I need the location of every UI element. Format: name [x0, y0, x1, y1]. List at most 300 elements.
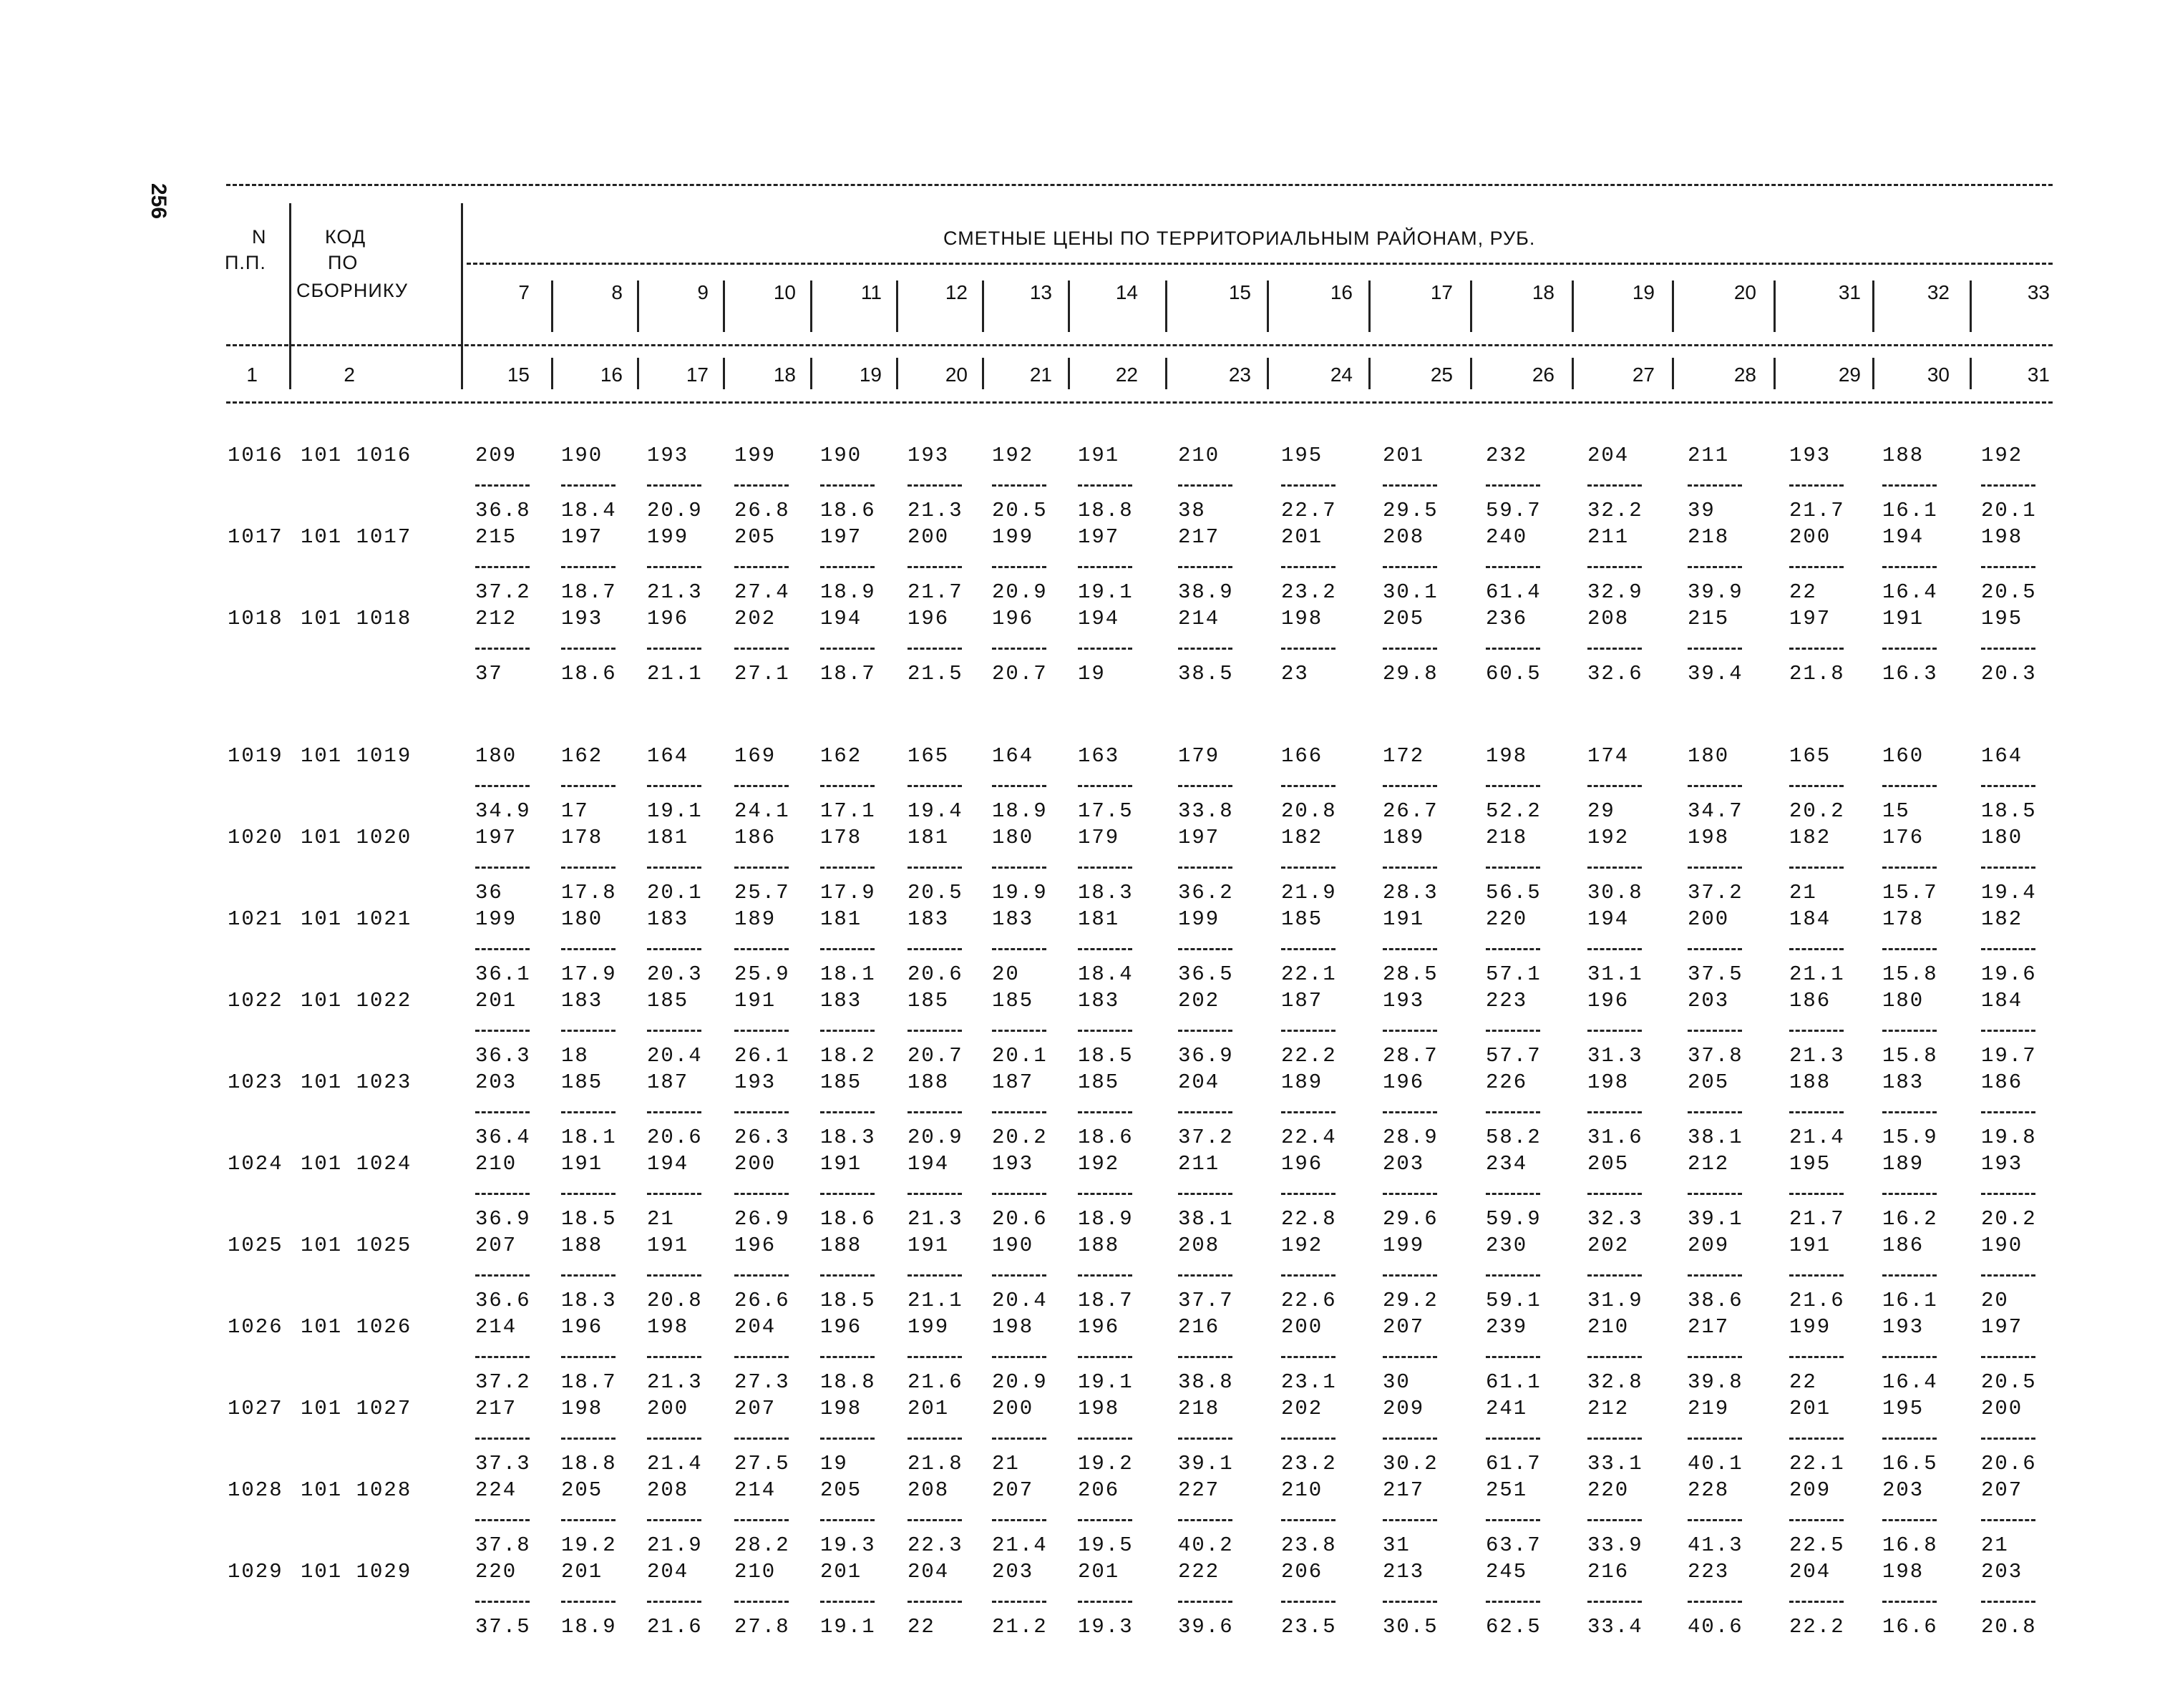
fraction-line — [992, 484, 1046, 487]
fraction-line — [1981, 1601, 2035, 1603]
labor-value: 16.2 — [1882, 1207, 1938, 1231]
labor-value: 23.1 — [1281, 1370, 1337, 1394]
fraction-line — [475, 648, 530, 650]
fraction-line — [1688, 1274, 1742, 1277]
row-number: 1018 — [228, 607, 283, 630]
labor-value: 29.8 — [1383, 662, 1439, 685]
price-value: 200 — [1688, 907, 1730, 931]
labor-value: 57.1 — [1486, 962, 1542, 986]
fraction-line — [908, 1030, 962, 1032]
header-mid-rule — [467, 263, 2053, 265]
price-value: 216 — [1587, 1560, 1630, 1583]
price-value: 207 — [1981, 1478, 2023, 1502]
price-value: 181 — [908, 826, 950, 849]
fraction-line — [820, 1111, 875, 1113]
labor-value: 21.7 — [908, 580, 963, 604]
price-value: 184 — [1789, 907, 1831, 931]
price-value: 176 — [1882, 826, 1925, 849]
labor-value: 26.1 — [734, 1044, 790, 1068]
labor-value: 20.3 — [647, 962, 703, 986]
labor-value: 37.2 — [1178, 1126, 1234, 1149]
fraction-line — [992, 1274, 1046, 1277]
fraction-line — [1178, 1601, 1232, 1603]
fraction-line — [1383, 1193, 1437, 1195]
fraction-line — [1281, 1193, 1335, 1195]
fraction-line — [1882, 648, 1937, 650]
fraction-line — [1281, 1274, 1335, 1277]
price-value: 180 — [1882, 989, 1925, 1012]
labor-value: 32.3 — [1587, 1207, 1643, 1231]
price-value: 198 — [1882, 1560, 1925, 1583]
fraction-line — [561, 1274, 616, 1277]
fraction-line — [1981, 648, 2035, 650]
price-value: 191 — [1789, 1234, 1831, 1257]
price-value: 199 — [908, 1315, 950, 1339]
price-value: 214 — [734, 1478, 777, 1502]
index-number: 26 — [1532, 363, 1554, 386]
labor-value: 20.6 — [647, 1126, 703, 1149]
labor-value: 33.9 — [1587, 1533, 1643, 1557]
divider-col1 — [289, 203, 291, 389]
fraction-line — [1486, 1356, 1540, 1358]
fraction-line — [1078, 1438, 1132, 1440]
fraction-line — [1882, 1601, 1937, 1603]
price-value: 191 — [1078, 444, 1120, 467]
divider-district-11 — [1470, 280, 1472, 332]
fraction-line — [1383, 1519, 1437, 1521]
price-value: 201 — [1078, 1560, 1120, 1583]
labor-value: 37.5 — [475, 1615, 531, 1639]
row-code: 101 1025 — [301, 1234, 412, 1257]
divider-district-5 — [896, 280, 898, 332]
price-value: 192 — [1281, 1234, 1323, 1257]
labor-value: 23 — [1281, 662, 1309, 685]
labor-value: 16.1 — [1882, 499, 1938, 522]
fraction-line — [1688, 1601, 1742, 1603]
labor-value: 32.6 — [1587, 662, 1643, 685]
row-code: 101 1024 — [301, 1152, 412, 1176]
labor-value: 39.9 — [1688, 580, 1743, 604]
labor-value: 22.8 — [1281, 1207, 1337, 1231]
price-value: 193 — [908, 444, 950, 467]
price-value: 208 — [1587, 607, 1630, 630]
fraction-line — [908, 867, 962, 869]
price-value: 198 — [992, 1315, 1034, 1339]
price-value: 164 — [1981, 744, 2023, 768]
labor-value: 21.7 — [1789, 1207, 1845, 1231]
labor-value: 19.6 — [1981, 962, 2037, 986]
price-value: 196 — [1383, 1070, 1425, 1094]
price-value: 212 — [475, 607, 517, 630]
fraction-line — [1281, 484, 1335, 487]
labor-value: 19.2 — [1078, 1452, 1134, 1475]
divider-district-8 — [1165, 280, 1167, 332]
labor-value: 22 — [1789, 580, 1817, 604]
fraction-line — [1789, 1519, 1844, 1521]
col-n-label-2: П.П. — [225, 252, 266, 273]
labor-value: 15.7 — [1882, 881, 1938, 904]
labor-value: 19 — [1078, 662, 1106, 685]
price-value: 181 — [820, 907, 862, 931]
fraction-line — [1383, 1111, 1437, 1113]
fraction-line — [908, 1356, 962, 1358]
labor-value: 21.2 — [992, 1615, 1048, 1639]
labor-value: 37.8 — [1688, 1044, 1743, 1068]
price-value: 162 — [820, 744, 862, 768]
fraction-line — [992, 1519, 1046, 1521]
district-number: 32 — [1927, 281, 1950, 303]
price-value: 203 — [1383, 1152, 1425, 1176]
price-value: 191 — [908, 1234, 950, 1257]
labor-value: 20.8 — [1981, 1615, 2037, 1639]
fraction-line — [1789, 867, 1844, 869]
fraction-line — [647, 484, 701, 487]
district-number: 20 — [1733, 281, 1756, 303]
price-value: 205 — [561, 1478, 603, 1502]
labor-value: 29.6 — [1383, 1207, 1439, 1231]
row-code: 101 1017 — [301, 525, 412, 549]
labor-value: 20.2 — [992, 1126, 1048, 1149]
labor-value: 39.1 — [1178, 1452, 1234, 1475]
fraction-line — [647, 648, 701, 650]
labor-value: 18 — [561, 1044, 589, 1068]
price-value: 245 — [1486, 1560, 1528, 1583]
fraction-line — [992, 948, 1046, 950]
row-code: 101 1019 — [301, 744, 412, 768]
labor-value: 19.3 — [1078, 1615, 1134, 1639]
fraction-line — [1882, 785, 1937, 787]
fraction-line — [1789, 1111, 1844, 1113]
price-value: 251 — [1486, 1478, 1528, 1502]
fraction-line — [820, 867, 875, 869]
labor-value: 23.5 — [1281, 1615, 1337, 1639]
fraction-line — [992, 648, 1046, 650]
price-value: 240 — [1486, 525, 1528, 549]
fraction-line — [992, 566, 1046, 568]
fraction-line — [1882, 1356, 1937, 1358]
divider-district-6 — [982, 280, 984, 332]
labor-value: 39.6 — [1178, 1615, 1234, 1639]
labor-value: 18.9 — [561, 1615, 617, 1639]
labor-value: 17.5 — [1078, 799, 1134, 823]
fraction-line — [1789, 785, 1844, 787]
price-value: 232 — [1486, 444, 1528, 467]
labor-value: 19.5 — [1078, 1533, 1134, 1557]
price-value: 206 — [1281, 1560, 1323, 1583]
fraction-line — [1178, 1519, 1232, 1521]
price-value: 208 — [1383, 525, 1425, 549]
divider-district-2 — [637, 280, 639, 332]
price-value: 205 — [820, 1478, 862, 1502]
price-value: 217 — [475, 1397, 517, 1420]
labor-value: 18.7 — [1078, 1289, 1134, 1312]
labor-value: 15.9 — [1882, 1126, 1938, 1149]
labor-value: 63.7 — [1486, 1533, 1542, 1557]
price-value: 178 — [561, 826, 603, 849]
fraction-line — [1688, 785, 1742, 787]
labor-value: 21.9 — [647, 1533, 703, 1557]
price-value: 160 — [1882, 744, 1925, 768]
labor-value: 38.6 — [1688, 1289, 1743, 1312]
price-value: 191 — [1383, 907, 1425, 931]
fraction-line — [908, 648, 962, 650]
price-value: 200 — [1789, 525, 1831, 549]
price-value: 178 — [820, 826, 862, 849]
fraction-line — [1789, 648, 1844, 650]
price-value: 203 — [1688, 989, 1730, 1012]
labor-value: 20.9 — [992, 580, 1048, 604]
price-value: 206 — [1078, 1478, 1120, 1502]
labor-value: 27.4 — [734, 580, 790, 604]
fraction-line — [734, 1519, 789, 1521]
labor-value: 18.6 — [820, 1207, 876, 1231]
index-number: 15 — [507, 363, 530, 386]
labor-value: 59.9 — [1486, 1207, 1542, 1231]
fraction-line — [908, 1438, 962, 1440]
labor-value: 16.5 — [1882, 1452, 1938, 1475]
price-value: 200 — [647, 1397, 689, 1420]
divider-district-10 — [1368, 280, 1371, 332]
index-number: 23 — [1228, 363, 1251, 386]
fraction-line — [1882, 484, 1937, 487]
labor-value: 31 — [1383, 1533, 1411, 1557]
labor-value: 22.7 — [1281, 499, 1337, 522]
labor-value: 37.2 — [475, 1370, 531, 1394]
fraction-line — [561, 1111, 616, 1113]
labor-value: 17.9 — [820, 881, 876, 904]
price-value: 195 — [1981, 607, 2023, 630]
fraction-line — [1587, 1193, 1642, 1195]
labor-value: 23.2 — [1281, 1452, 1337, 1475]
labor-value: 36.2 — [1178, 881, 1234, 904]
price-value: 197 — [561, 525, 603, 549]
divider-index-12 — [1572, 358, 1574, 389]
index-number: 21 — [1029, 363, 1052, 386]
divider-index-16 — [1970, 358, 1972, 389]
fraction-line — [820, 1438, 875, 1440]
labor-value: 37.3 — [475, 1452, 531, 1475]
fraction-line — [1178, 785, 1232, 787]
price-value: 207 — [734, 1397, 777, 1420]
price-value: 203 — [1882, 1478, 1925, 1502]
price-value: 223 — [1486, 989, 1528, 1012]
price-value: 195 — [1882, 1397, 1925, 1420]
divider-index-7 — [1068, 358, 1070, 389]
price-value: 196 — [561, 1315, 603, 1339]
fraction-line — [820, 1601, 875, 1603]
labor-value: 21.4 — [647, 1452, 703, 1475]
district-number: 18 — [1532, 281, 1554, 303]
price-value: 209 — [1688, 1234, 1730, 1257]
labor-value: 21.3 — [1789, 1044, 1845, 1068]
labor-value: 32.9 — [1587, 580, 1643, 604]
labor-value: 22 — [1789, 1370, 1817, 1394]
divider-index-8 — [1165, 358, 1167, 389]
price-value: 186 — [1789, 989, 1831, 1012]
price-value: 195 — [1281, 444, 1323, 467]
header-lower-rule — [226, 344, 2053, 346]
price-value: 212 — [1587, 1397, 1630, 1420]
fraction-line — [1789, 1356, 1844, 1358]
price-value: 224 — [475, 1478, 517, 1502]
labor-value: 37.8 — [475, 1533, 531, 1557]
labor-value: 40.2 — [1178, 1533, 1234, 1557]
fraction-line — [1587, 566, 1642, 568]
price-value: 183 — [647, 907, 689, 931]
labor-value: 20 — [992, 962, 1020, 986]
labor-value: 21.1 — [908, 1289, 963, 1312]
fraction-line — [992, 1438, 1046, 1440]
fraction-line — [1281, 1356, 1335, 1358]
labor-value: 34.7 — [1688, 799, 1743, 823]
fraction-line — [475, 785, 530, 787]
labor-value: 21.6 — [647, 1615, 703, 1639]
price-value: 182 — [1981, 907, 2023, 931]
labor-value: 62.5 — [1486, 1615, 1542, 1639]
labor-value: 21.9 — [1281, 881, 1337, 904]
price-value: 199 — [647, 525, 689, 549]
labor-value: 20.7 — [908, 1044, 963, 1068]
price-value: 196 — [1078, 1315, 1120, 1339]
labor-value: 17 — [561, 799, 589, 823]
price-value: 197 — [1178, 826, 1220, 849]
labor-value: 18.5 — [820, 1289, 876, 1312]
fraction-line — [1078, 1193, 1132, 1195]
price-value: 169 — [734, 744, 777, 768]
fraction-line — [1587, 1519, 1642, 1521]
price-value: 210 — [1281, 1478, 1323, 1502]
labor-value: 40.6 — [1688, 1615, 1743, 1639]
fraction-line — [561, 1438, 616, 1440]
labor-value: 18.9 — [820, 580, 876, 604]
index-number: 25 — [1430, 363, 1453, 386]
fraction-line — [1981, 566, 2035, 568]
row-code: 101 1026 — [301, 1315, 412, 1339]
fraction-line — [1178, 1030, 1232, 1032]
divider-index-1 — [551, 358, 553, 389]
price-value: 197 — [475, 826, 517, 849]
fraction-line — [1789, 1030, 1844, 1032]
fraction-line — [1078, 948, 1132, 950]
labor-value: 28.9 — [1383, 1126, 1439, 1149]
fraction-line — [1078, 785, 1132, 787]
price-value: 220 — [1587, 1478, 1630, 1502]
price-value: 210 — [1178, 444, 1220, 467]
index-number: 28 — [1733, 363, 1756, 386]
index-number: 22 — [1115, 363, 1138, 386]
price-value: 214 — [1178, 607, 1220, 630]
price-value: 193 — [1981, 1152, 2023, 1176]
price-value: 201 — [475, 989, 517, 1012]
price-value: 193 — [992, 1152, 1034, 1176]
price-value: 197 — [1789, 607, 1831, 630]
price-value: 205 — [1587, 1152, 1630, 1176]
labor-value: 22.4 — [1281, 1126, 1337, 1149]
labor-value: 31.3 — [1587, 1044, 1643, 1068]
fraction-line — [1688, 566, 1742, 568]
fraction-line — [1383, 1356, 1437, 1358]
price-value: 230 — [1486, 1234, 1528, 1257]
price-value: 241 — [1486, 1397, 1528, 1420]
fraction-line — [734, 1111, 789, 1113]
price-value: 200 — [908, 525, 950, 549]
price-value: 207 — [1383, 1315, 1425, 1339]
fraction-line — [1281, 785, 1335, 787]
labor-value: 37.7 — [1178, 1289, 1234, 1312]
labor-value: 18.1 — [561, 1126, 617, 1149]
labor-value: 20.4 — [647, 1044, 703, 1068]
fraction-line — [1587, 1274, 1642, 1277]
price-value: 185 — [561, 1070, 603, 1094]
fraction-line — [647, 1193, 701, 1195]
price-value: 196 — [647, 607, 689, 630]
fraction-line — [1688, 648, 1742, 650]
price-value: 185 — [908, 989, 950, 1012]
price-value: 210 — [475, 1152, 517, 1176]
row-number: 1024 — [228, 1152, 283, 1176]
divider-index-4 — [810, 358, 812, 389]
divider-district-14 — [1774, 280, 1776, 332]
labor-value: 18.6 — [561, 662, 617, 685]
price-value: 196 — [1587, 989, 1630, 1012]
price-value: 197 — [820, 525, 862, 549]
divider-index-14 — [1774, 358, 1776, 389]
header-top-rule — [226, 184, 2053, 186]
price-value: 194 — [820, 607, 862, 630]
price-value: 189 — [734, 907, 777, 931]
price-value: 174 — [1587, 744, 1630, 768]
labor-value: 18.9 — [992, 799, 1048, 823]
price-value: 179 — [1078, 826, 1120, 849]
fraction-line — [908, 785, 962, 787]
labor-value: 20.2 — [1981, 1207, 2037, 1231]
price-value: 198 — [1281, 607, 1323, 630]
labor-value: 37.2 — [1688, 881, 1743, 904]
price-value: 187 — [992, 1070, 1034, 1094]
price-value: 185 — [1281, 907, 1323, 931]
fraction-line — [1981, 1438, 2035, 1440]
labor-value: 28.3 — [1383, 881, 1439, 904]
fraction-line — [475, 1601, 530, 1603]
labor-value: 20.1 — [647, 881, 703, 904]
fraction-line — [820, 1030, 875, 1032]
price-value: 219 — [1688, 1397, 1730, 1420]
labor-value: 18.8 — [1078, 499, 1134, 522]
fraction-line — [1078, 1519, 1132, 1521]
fraction-line — [475, 484, 530, 487]
labor-value: 21.8 — [1789, 662, 1845, 685]
fraction-line — [561, 1356, 616, 1358]
labor-value: 18.7 — [820, 662, 876, 685]
labor-value: 26.6 — [734, 1289, 790, 1312]
labor-value: 21 — [1981, 1533, 2009, 1557]
labor-value: 20.7 — [992, 662, 1048, 685]
fraction-line — [1981, 1030, 2035, 1032]
labor-value: 20.4 — [992, 1289, 1048, 1312]
fraction-line — [734, 948, 789, 950]
fraction-line — [1383, 566, 1437, 568]
price-value: 183 — [908, 907, 950, 931]
price-value: 196 — [734, 1234, 777, 1257]
fraction-line — [734, 484, 789, 487]
fraction-line — [475, 948, 530, 950]
price-value: 207 — [992, 1478, 1034, 1502]
row-number: 1026 — [228, 1315, 283, 1339]
fraction-line — [992, 1193, 1046, 1195]
labor-value: 28.2 — [734, 1533, 790, 1557]
fraction-line — [1981, 484, 2035, 487]
labor-value: 36.9 — [1178, 1044, 1234, 1068]
